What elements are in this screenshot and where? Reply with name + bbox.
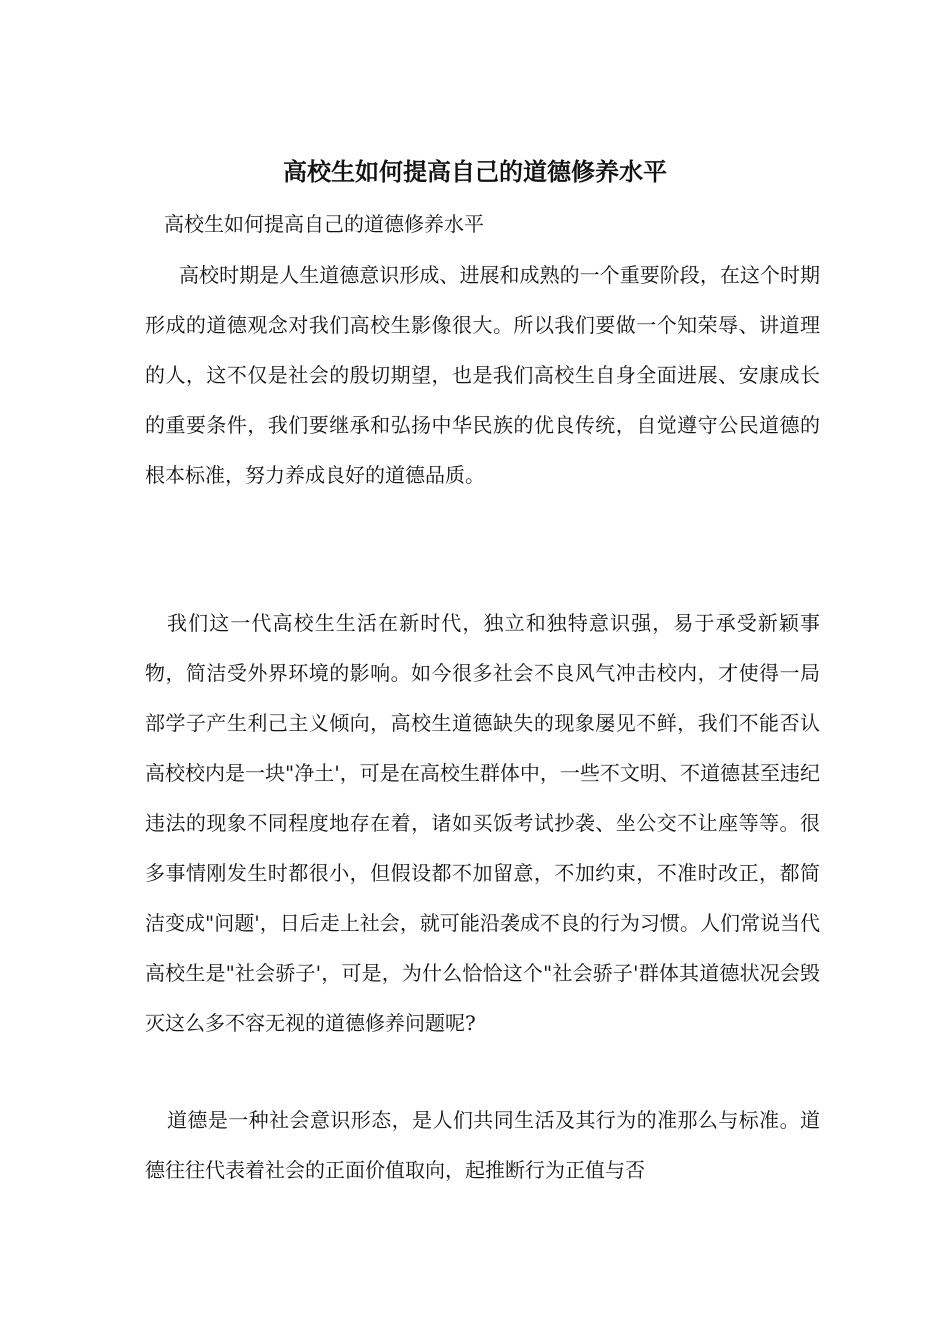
paragraph-1: 高校时期是人生道德意识形成、进展和成熟的一个重要阶段，在这个时期形成的道德观念对我们高校生影像很大。所以我们要做一个知荣辱、讲道理的人，这不仅是社会的殷切期望，也是我们高校生自身全面进展、安康成长的重要条件，我们要继承和弘扬中华民族的优良传统，自觉遵守公民道德的根本标准，努力养成良好的道德品质。 xyxy=(145,263,820,487)
document-title: 高校生如何提高自己的道德修养水平 xyxy=(283,157,667,186)
paragraph-2: 我们这一代高校生生活在新时代，独立和独特意识强，易于承受新颖事物，简洁受外界环境的影响。如今很多社会不良风气冲击校内，才使得一局部学子产生利己主义倾向，高校生道德缺失的现象屡见不鲜，我们不能否认高校校内是一块"净土'，可是在高校生群体中，一些不文明、不道德甚至违纪违法的现象不同程度地存在着，诸如买饭考试抄袭、坐公交不让座等等。很多事情刚发生时都很小，但假设都不加留意，不加约束，不准时改正，都简洁变成"问题'，日后走上社会，就可能沿袭成不良的行为习惯。人们常说当代高校生是"社会骄子'，可是，为什么恰恰这个"社会骄子'群体其道德状况会毁灭这么多不容无视的道德修养问题呢? xyxy=(145,611,820,1035)
paragraph-3: 道德是一种社会意识形态，是人们共同生活及其行为的准那么与标准。道德往往代表着社会的正面价值取向，起推断行为正值与否 xyxy=(145,1108,820,1182)
document-subtitle: 高校生如何提高自己的道德修养水平 xyxy=(164,212,484,236)
